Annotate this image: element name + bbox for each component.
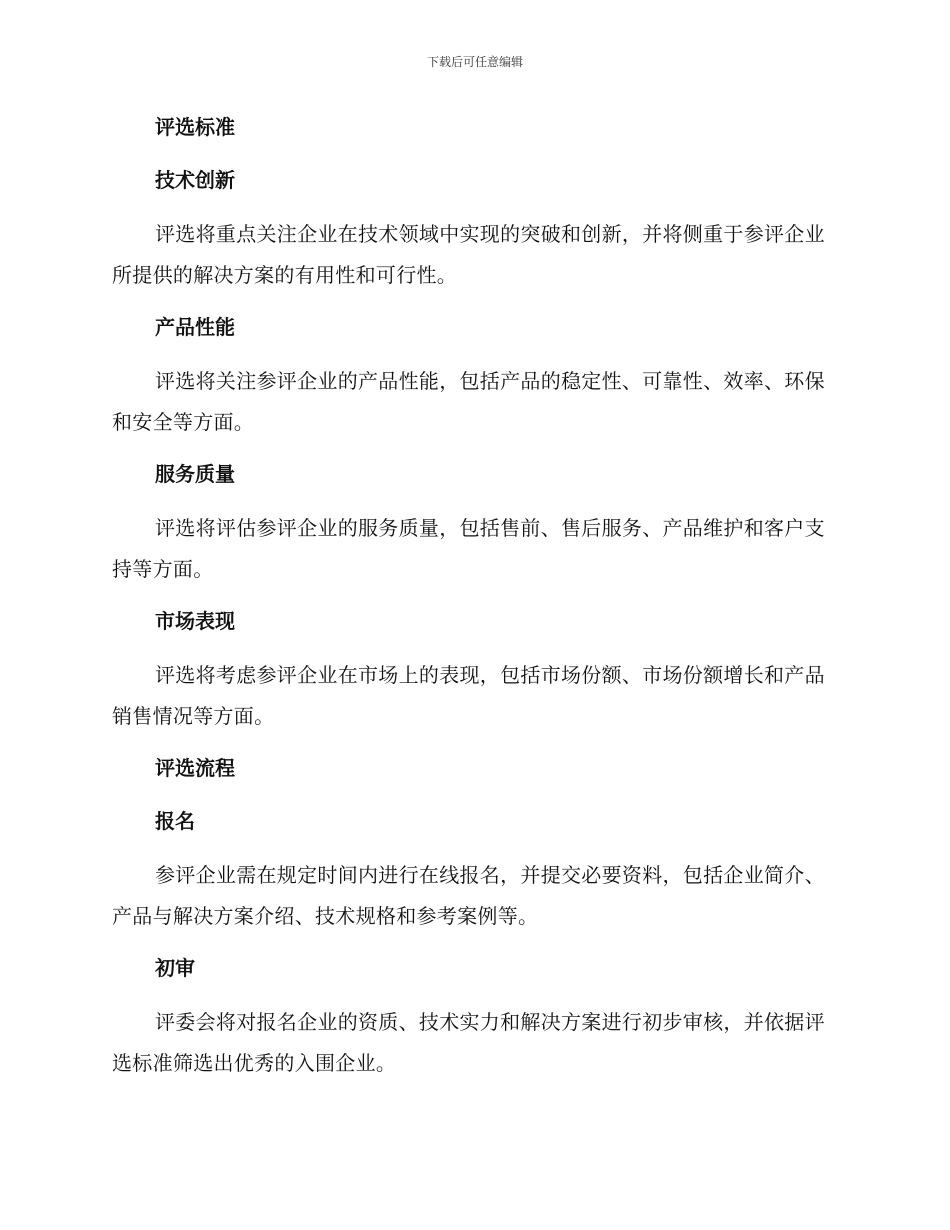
- section-heading-product-performance: 产品性能: [155, 315, 235, 339]
- section-heading-market-performance: 市场表现: [155, 609, 235, 633]
- section-heading-criteria: 评选标准: [155, 115, 235, 139]
- section-heading-process: 评选流程: [155, 756, 235, 780]
- paragraph-market-performance: 评选将考虑参评企业在市场上的表现，包括市场份额、市场份额增长和产品销售情况等方面。: [112, 663, 825, 728]
- paragraph-service-quality: 评选将评估参评企业的服务质量，包括售前、售后服务、产品维护和客户支持等方面。: [112, 516, 825, 581]
- header-note: 下载后可任意编辑: [426, 55, 523, 69]
- section-heading-tech-innovation: 技术创新: [155, 168, 235, 192]
- paragraph-product-performance: 评选将关注参评企业的产品性能，包括产品的稳定性、可靠性、效率、环保和安全等方面。: [112, 369, 825, 434]
- paragraph-tech-innovation: 评选将重点关注企业在技术领域中实现的突破和创新，并将侧重于参评企业所提供的解决方案的有用性和可行性。: [112, 222, 825, 287]
- section-heading-service-quality: 服务质量: [155, 462, 235, 486]
- section-heading-preliminary-review: 初审: [155, 956, 195, 980]
- paragraph-registration: 参评企业需在规定时间内进行在线报名，并提交必要资料，包括企业简介、产品与解决方案介绍、技术规格和参考案例等。: [112, 863, 825, 928]
- paragraph-preliminary-review: 评委会将对报名企业的资质、技术实力和解决方案进行初步审核，并依据评选标准筛选出优秀的入围企业。: [112, 1010, 825, 1075]
- section-heading-registration: 报名: [155, 809, 195, 833]
- document-body: [112, 108, 832, 1096]
